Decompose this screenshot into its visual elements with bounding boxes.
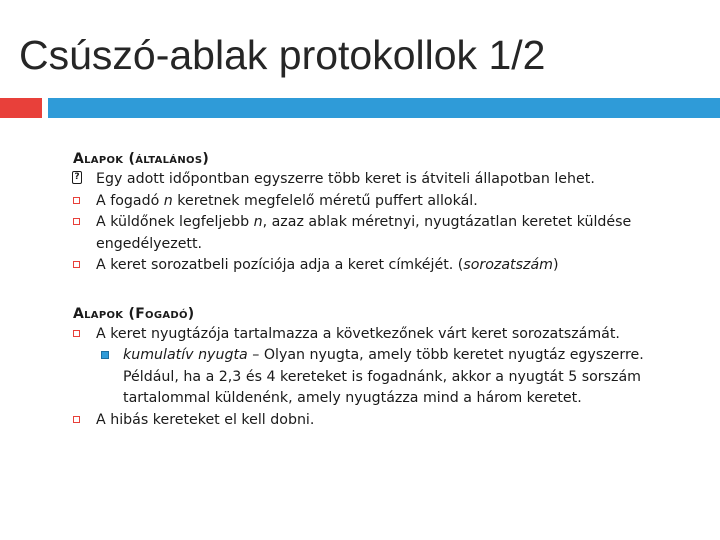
title-rule-red xyxy=(0,98,42,118)
square-bullet-icon xyxy=(73,330,80,337)
section-heading-general: Alapok (általános) xyxy=(73,151,210,167)
term-kumulativ-nyugta: kumulatív nyugta xyxy=(123,347,248,363)
section-heading-receiver: Alapok (Fogadó) xyxy=(73,305,195,322)
square-bullet-icon xyxy=(73,261,80,268)
term-sorozatszam: sorozatszám xyxy=(463,257,553,273)
bullet-item: A hibás kereteket el kell dobni. xyxy=(73,410,693,432)
square-bullet-icon xyxy=(73,218,80,225)
variable-n: n xyxy=(163,192,173,209)
bullet-item: ? Egy adott időpontban egyszerre több keret is átviteli állapotban lehet. xyxy=(73,169,693,191)
slide-content xyxy=(73,150,693,431)
bullet-item: A fogadó n keretnek megfelelő méretű puffert allokál. xyxy=(73,191,693,213)
bullet-item: A keret nyugtázója tartalmazza a következőnek várt keret sorozatszámát. xyxy=(73,324,693,346)
square-bullet-icon xyxy=(73,416,80,423)
slide-title: Csúszó-ablak protokollok 1/2 xyxy=(19,32,546,78)
sub-bullet-item: kumulatív nyugta – Olyan nyugta, amely több keretet nyugtáz egyszerre. Például, ha a 2,3 és 4 kereteket is fogadnánk, akkor a nyugtát 5 sorszám tartalommal küldenénk, amely nyugtázza mind a három keretet. xyxy=(73,345,693,410)
square-bullet-icon xyxy=(73,197,80,204)
bullet-item: A keret sorozatbeli pozíciója adja a keret címkéjét. (sorozatszám) xyxy=(73,255,693,277)
filled-square-bullet-icon xyxy=(101,351,109,359)
bullet-item: A küldőnek legfeljebb n, azaz ablak méretnyi, nyugtázatlan keretet küldése engedélyezett. xyxy=(73,212,693,255)
missing-glyph-icon: ? xyxy=(72,171,82,184)
title-rule-blue xyxy=(48,98,720,118)
variable-n: n xyxy=(253,214,263,230)
